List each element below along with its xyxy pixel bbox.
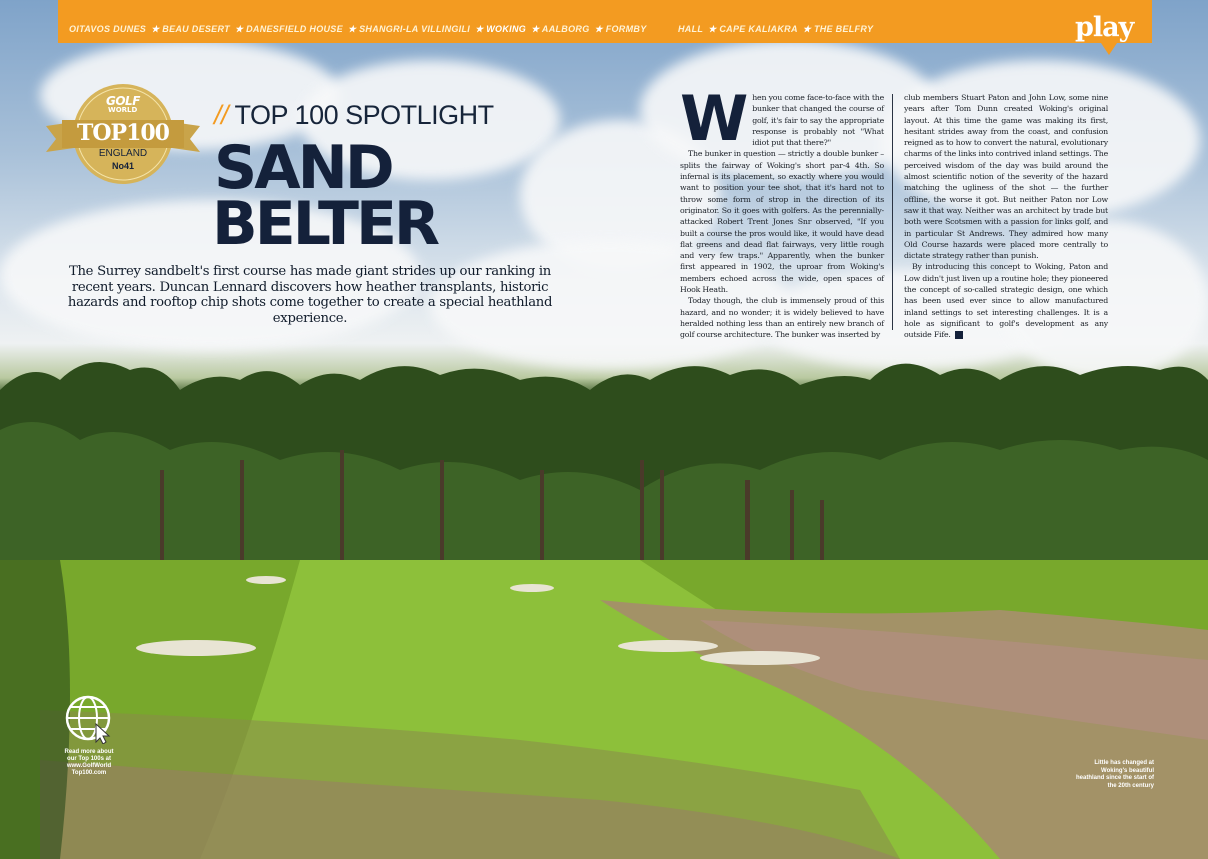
kicker — [214, 100, 494, 131]
course-link[interactable]: THE BELFRY — [813, 24, 874, 34]
web-note-line: our Top 100s at — [67, 756, 111, 762]
badge-title: TOP100 — [76, 120, 169, 146]
badge-brand-bottom: WORLD — [108, 106, 138, 114]
body-column-1 — [680, 82, 884, 341]
drop-cap: W — [680, 82, 749, 155]
course-link[interactable]: HALL — [677, 24, 704, 34]
fairway — [0, 560, 1208, 859]
body-paragraph: club members Stuart Paton and John Low, some nine years after Tom Dunn created Woking's original layout. At this time the game was making its first, hesitant strides away from the coast, and confusion reigned as to how to convert the natural, evolutionary charms of the links into contrived inland settings. The perceived wisdom of the day was build around the almost scientific notion of the severity of the hazard matching the ugliness of the shot — the further offline, the worse it got. But neither Paton nor Low saw it that way. Neither was an architect by trade but both were Scotsmen with a passion for links golf, and in particular St Andrews. They admired how many Old Course hazards were placed more centrally to dictate strategy rather than punish. — [904, 93, 1108, 261]
body-paragraph: The bunker in question — strictly a double bunker – splits the fairway of Woking's short par-4 4th. So infernal is its placement, so exactly where you would want to position your tee shot, that it's hard not to throw some form of strop in the direction of its originator. So it goes with golfers. As the perennially-attacked Robert Trent Jones Snr observed, "If you built a course the pros would like, it would have dead flat greens and dead flat fairways, very little rough and very few traps." Apparently, when the bunker first appeared in 1902, the uproar from Woking's members echoed across the wide, open spaces of Hook Heath. — [680, 149, 884, 295]
kicker-slash: // — [214, 100, 229, 130]
section-label: play — [1075, 12, 1134, 43]
star-icon: ★ — [531, 24, 540, 34]
photo-caption: Little has changed at Woking's beautiful heathland since the start of the 20th century — [1075, 760, 1154, 789]
star-icon: ★ — [347, 24, 357, 34]
course-link[interactable]: DANESFIELD HOUSE — [246, 24, 343, 34]
top100-badge — [44, 82, 202, 188]
column-divider — [892, 94, 893, 330]
course-link[interactable]: BEAU DESERT — [162, 24, 230, 34]
body-paragraph: Today though, the club is immensely proud of this hazard, and no wonder; it is widely believed to have heralded nothing less than an entirely new branch of golf course architecture. The bunker was inserted by — [680, 296, 884, 340]
tree-line — [0, 350, 1208, 590]
end-mark-icon: › — [955, 331, 963, 339]
course-link[interactable]: OITAVOS DUNES — [69, 24, 147, 34]
headline-line-2: BELTER — [212, 189, 438, 259]
course-link[interactable]: AALBORG — [541, 24, 590, 34]
web-note — [58, 749, 120, 777]
star-icon: ★ — [708, 24, 717, 34]
kicker-text: TOP 100 SPOTLIGHT — [234, 100, 494, 130]
headline — [212, 133, 438, 259]
course-list — [69, 24, 873, 35]
body-paragraph: By introducing this concept to Woking, Paton and Low didn't just liven up a routine hole; they pioneered the concept of so-called strategic design, one which has been used ever since to allow manufactured inland settings to set interesting challenges. It is a hole as significant to golf's development as any outside Fife. › — [904, 262, 1108, 340]
standfirst: The Surrey sandbelt's first course has made giant strides up our ranking in recent years. Duncan Lennard discovers how heather transplants, historic hazards and rooftop chip shots come together to create a special heathland experience. — [67, 264, 553, 326]
star-icon: ★ — [594, 24, 603, 34]
course-link[interactable]: CAPE KALIAKRA — [719, 24, 798, 34]
star-icon: ★ — [802, 24, 812, 34]
course-link[interactable]: SHANGRI-LA VILLINGILI — [359, 24, 471, 34]
web-note-link[interactable]: www.GolfWorld — [66, 763, 112, 769]
badge-rank: No41 — [111, 161, 134, 171]
section-bar — [58, 0, 1152, 43]
headline-line-1: SAND — [214, 133, 392, 203]
section-notch — [1101, 43, 1117, 55]
web-note-link[interactable]: Top100.com — [71, 770, 107, 776]
globe-cursor-icon — [64, 694, 116, 744]
badge-brand-top: GOLF — [106, 94, 140, 108]
web-note-line: Read more about — [64, 749, 114, 755]
course-link[interactable]: FORMBY — [605, 24, 647, 34]
body-column-2 — [904, 92, 1108, 341]
course-link-active[interactable]: WOKING — [486, 24, 527, 34]
star-icon: ★ — [475, 24, 484, 34]
badge-region: ENGLAND — [98, 148, 148, 159]
star-icon: ★ — [151, 24, 160, 34]
body-paragraph: When you come face-to-face with the bunker that changed the course of golf, it's fair to say the appropriate response is probably not "What idiot put that there?" — [680, 82, 884, 155]
star-icon: ★ — [234, 24, 244, 34]
